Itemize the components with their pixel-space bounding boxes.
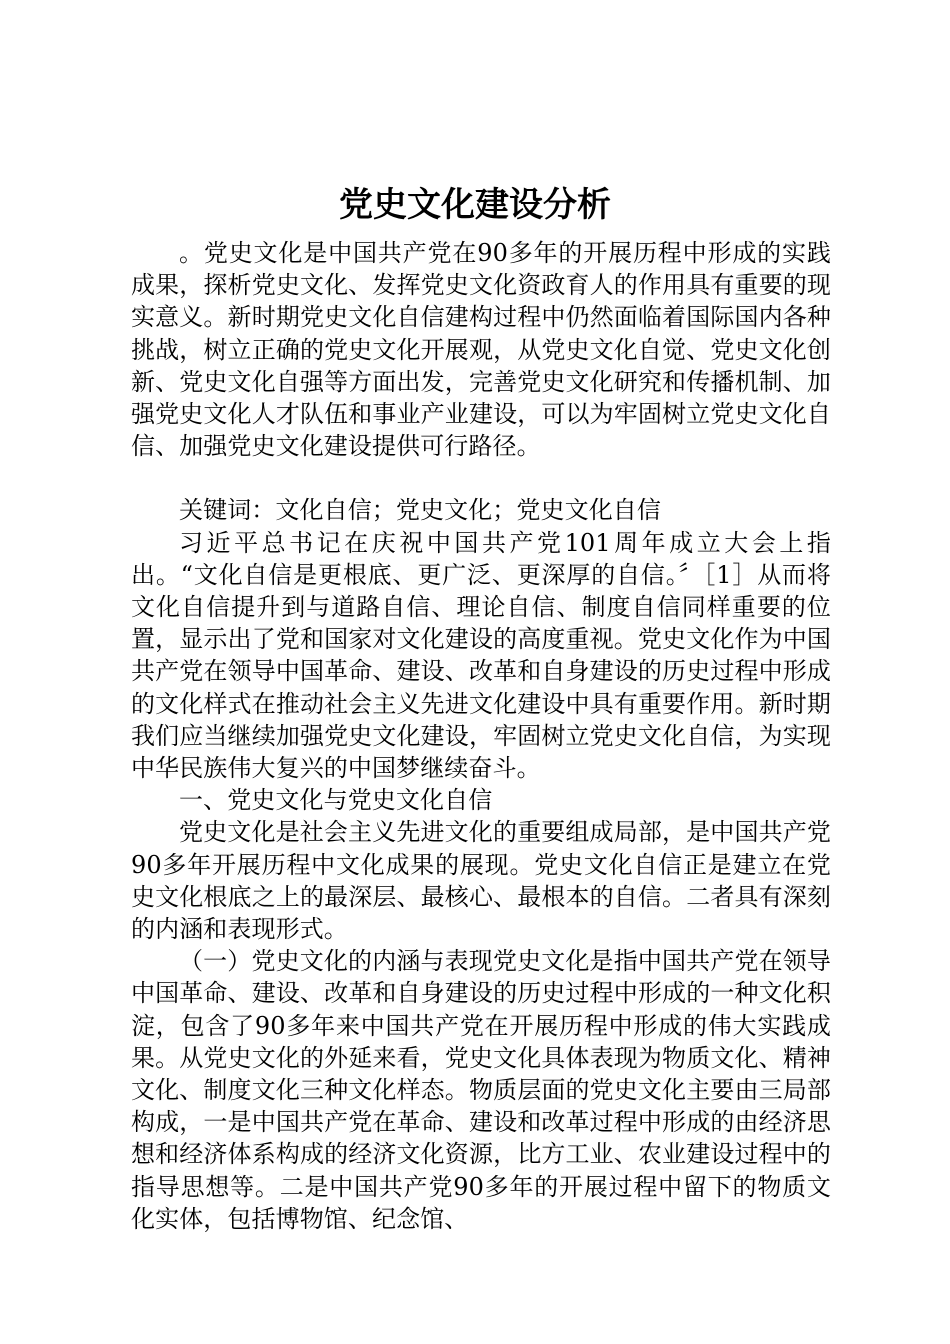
document-title: 党史文化建设分析: [339, 185, 611, 225]
keywords-paragraph: 关键词：文化自信；党史文化；党史文化自信: [179, 496, 661, 525]
intro-paragraph: 习近平总书记在庆祝中国共产党101周年成立大会上指出。“文化自信是更根底、更广泛、更深厚的自信。〞［1］从而将文化自信提升到与道路自信、理论自信、制度自信同样重要的位置，显示出了党和国家对文化建设的高度重视。党史文化作为中国共产党在领导中国革命、建设、改革和自身建设的历史过程中形成的文化样式在推动社会主义先进文化建设中具有重要作用。新时期我们应当继续加强党史文化建设，牢固树立党史文化自信，为实现中华民族伟大复兴的中国梦继续奋斗。: [131, 528, 831, 783]
subsection-paragraph: （一）党史文化的内涵与表现党史文化是指中国共产党在领导中国革命、建设、改革和自身建设的历史过程中形成的一种文化积淀，包含了90多年来中国共产党在开展历程中形成的伟大实践成果。从党史文化的外延来看，党史文化具体表现为物质文化、精神文化、制度文化三种文化样态。物质层面的党史文化主要由三局部构成，一是中国共产党在革命、建设和改革过程中形成的由经济思想和经济体系构成的经济文化资源，比方工业、农业建设过程中的指导思想等。二是中国共产党90多年的开展过程中留下的物质文化实体，包括博物馆、纪念馆、: [131, 947, 831, 1233]
section-heading: 一、党史文化与党史文化自信: [179, 786, 493, 815]
document-body: [131, 237, 831, 1235]
abstract-paragraph: 。党史文化是中国共产党在90多年的开展历程中形成的实践成果，探析党史文化、发挥党史文化资政育人的作用具有重要的现实意义。新时期党史文化自信建构过程中仍然面临着国际国内各种挑战，树立正确的党史文化开展观，从党史文化自觉、党史文化创新、党史文化自强等方面出发，完善党史文化研究和传播机制、加强党史文化人才队伍和事业产业建设，可以为牢固树立党史文化自信、加强党史文化建设提供可行路径。: [131, 239, 831, 461]
section-paragraph: 党史文化是社会主义先进文化的重要组成局部，是中国共产党90多年开展历程中文化成果的展现。党史文化自信正是建立在党史文化根底之上的最深层、最核心、最根本的自信。二者具有深刻的内涵和表现形式。: [131, 818, 831, 944]
